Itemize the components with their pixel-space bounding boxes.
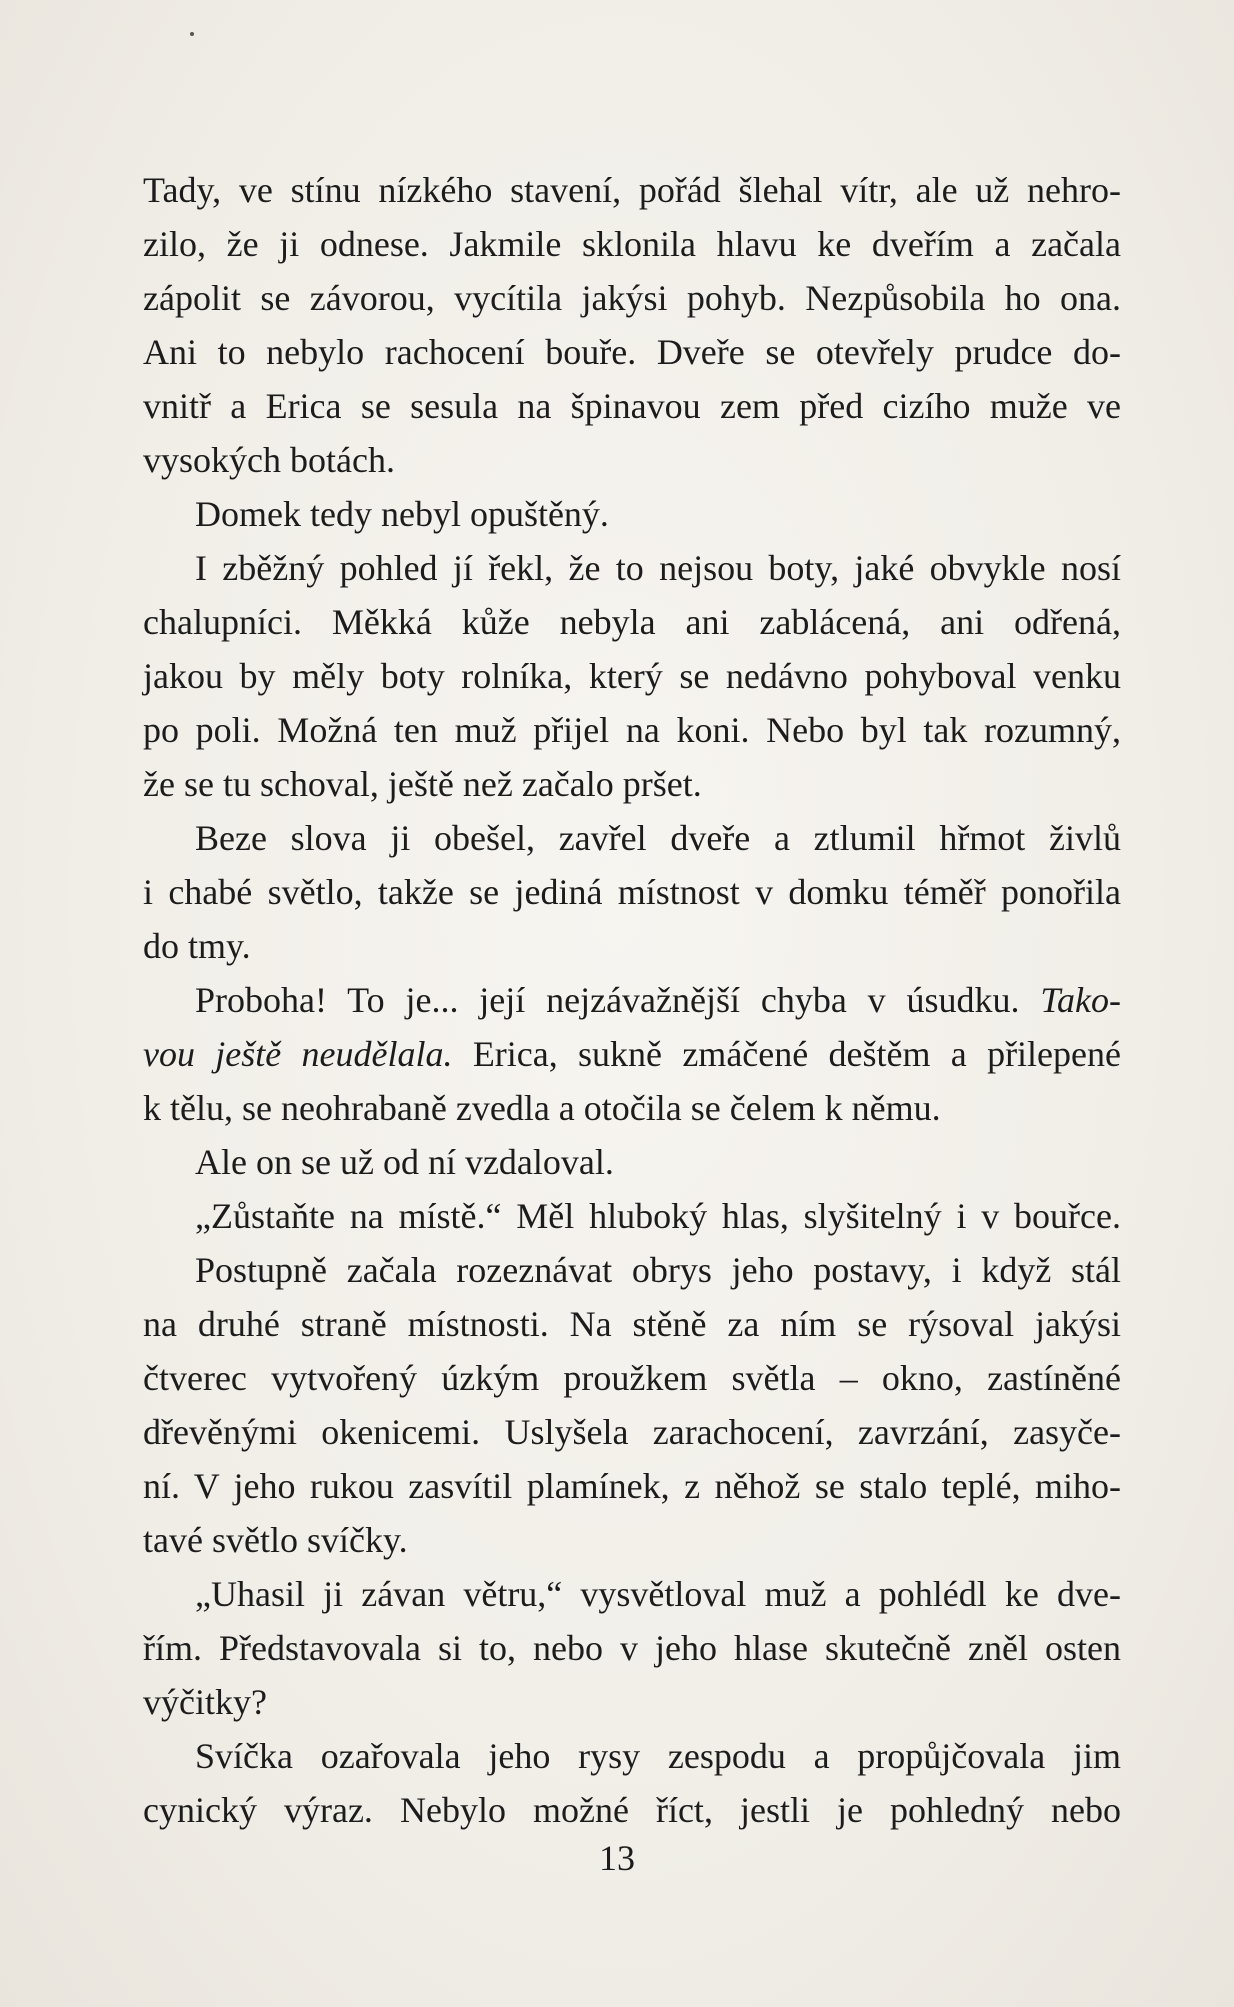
line-text: že se tu schoval, ještě než začalo pršet. [143, 764, 702, 804]
text-line [143, 163, 1121, 217]
text-line [143, 703, 1121, 757]
text-line [143, 649, 1121, 703]
line-text: Beze slova ji obešel, zavřel dveře a ztlumil hřmot živlů [195, 818, 1121, 858]
text-line [143, 541, 1121, 595]
text-line [143, 217, 1121, 271]
text-line [143, 271, 1121, 325]
text-line [143, 1675, 1121, 1729]
line-text: vysokých botách. [143, 440, 395, 480]
text-line [143, 1729, 1121, 1783]
page-number: 13 [599, 1838, 635, 1878]
line-text: jakou by měly boty rolníka, který se nedávno pohyboval venku [143, 656, 1121, 696]
line-text: I zběžný pohled jí řekl, že to nejsou boty, jaké obvykle nosí [195, 548, 1121, 588]
text-line [143, 1135, 1121, 1189]
line-text: na druhé straně místnosti. Na stěně za ním se rýsoval jakýsi [143, 1304, 1121, 1344]
line-text: k tělu, se neohrabaně zvedla a otočila se čelem k němu. [143, 1088, 941, 1128]
text-line [143, 1243, 1121, 1297]
line-text: po poli. Možná ten muž přijel na koni. Nebo byl tak rozumný, [143, 710, 1121, 750]
line-text: zilo, že ji odnese. Jakmile sklonila hlavu ke dveřím a začala [143, 224, 1121, 264]
line-text: Proboha! To je... její nejzávažnější chyba v úsudku. [195, 980, 1041, 1020]
text-line [143, 487, 1121, 541]
line-text: Svíčka ozařovala jeho rysy zespodu a propůjčovala jim [195, 1736, 1121, 1776]
italic-text: vou ještě neudělala. [143, 1034, 453, 1074]
line-text: výčitky? [143, 1682, 267, 1722]
line-text: ní. V jeho rukou zasvítil plamínek, z něhož se stalo teplé, miho- [143, 1466, 1121, 1506]
text-line [143, 379, 1121, 433]
text-line [143, 1297, 1121, 1351]
line-text: dřevěnými okenicemi. Uslyšela zarachocení, zavrzání, zasyče- [143, 1412, 1121, 1452]
line-text: do tmy. [143, 926, 251, 966]
text-line [143, 811, 1121, 865]
text-line [143, 433, 1121, 487]
text-line [143, 757, 1121, 811]
line-text: Ale on se už od ní vzdaloval. [195, 1142, 614, 1182]
text-line [143, 1027, 1121, 1081]
line-text: i chabé světlo, takže se jediná místnost v domku téměř ponořila [143, 872, 1121, 912]
line-text: zápolit se závorou, vycítila jakýsi pohyb. Nezpůsobila ho ona. [143, 278, 1121, 318]
body-text [143, 163, 1121, 1837]
text-line [143, 865, 1121, 919]
line-text: tavé světlo svíčky. [143, 1520, 408, 1560]
line-text: Domek tedy nebyl opuštěný. [195, 494, 609, 534]
line-text: Ani to nebylo rachocení bouře. Dveře se otevřely prudce do- [143, 332, 1121, 372]
text-line [143, 919, 1121, 973]
text-line [143, 1621, 1121, 1675]
line-text: „Zůstaňte na místě.“ Měl hluboký hlas, slyšitelný i v bouřce. [195, 1196, 1121, 1236]
text-line [143, 595, 1121, 649]
text-line [143, 325, 1121, 379]
text-line [143, 1513, 1121, 1567]
text-line [143, 1783, 1121, 1837]
print-speck [190, 32, 194, 36]
line-text: čtverec vytvořený úzkým proužkem světla – okno, zastíněné [143, 1358, 1121, 1398]
line-text: řím. Představovala si to, nebo v jeho hlase skutečně zněl osten [143, 1628, 1121, 1668]
text-line [143, 1081, 1121, 1135]
text-line [143, 1405, 1121, 1459]
line-text: „Uhasil ji závan větru,“ vysvětloval muž a pohlédl ke dve- [195, 1574, 1121, 1614]
line-text: chalupníci. Měkká kůže nebyla ani zablácená, ani odřená, [143, 602, 1121, 642]
line-text: cynický výraz. Nebylo možné říct, jestli je pohledný nebo [143, 1790, 1121, 1830]
text-line [143, 1567, 1121, 1621]
text-line [143, 973, 1121, 1027]
text-line [143, 1189, 1121, 1243]
line-text: Postupně začala rozeznávat obrys jeho postavy, i když stál [195, 1250, 1121, 1290]
italic-text: Tako- [1040, 980, 1121, 1020]
text-line [143, 1351, 1121, 1405]
line-text: Tady, ve stínu nízkého stavení, pořád šlehal vítr, ale už nehro- [143, 170, 1121, 210]
text-line [143, 1459, 1121, 1513]
line-text: Erica, sukně zmáčené deštěm a přilepené [452, 1034, 1121, 1074]
line-text: vnitř a Erica se sesula na špinavou zem před cizího muže ve [143, 386, 1121, 426]
